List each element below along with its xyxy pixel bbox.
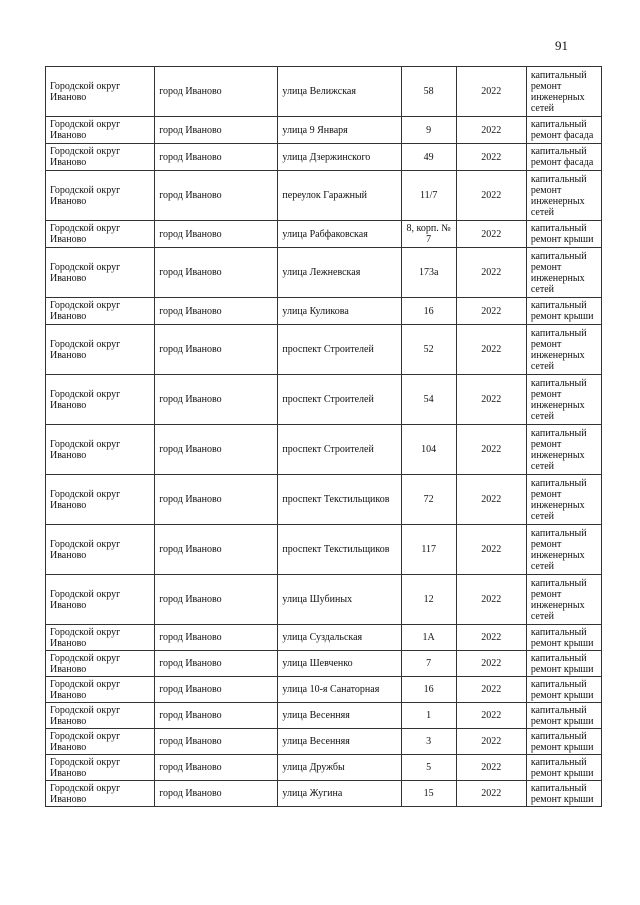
table-row [46,375,602,425]
house-cell: 11/7 [401,171,456,221]
table-row [46,144,602,171]
street-cell: проспект Строителей [278,325,401,375]
district-cell: Городской округ Иваново [46,375,155,425]
work-type-cell: капитальный ремонт крыши [526,625,601,651]
work-type-cell: капитальный ремонт инженерных сетей [526,248,601,298]
district-cell: Городской округ Иваново [46,425,155,475]
district-cell: Городской округ Иваново [46,117,155,144]
district-cell: Городской округ Иваново [46,755,155,781]
house-cell: 54 [401,375,456,425]
year-cell: 2022 [456,651,526,677]
house-cell: 49 [401,144,456,171]
district-cell: Городской округ Иваново [46,144,155,171]
year-cell: 2022 [456,298,526,325]
district-cell: Городской округ Иваново [46,703,155,729]
work-type-cell: капитальный ремонт инженерных сетей [526,525,601,575]
work-type-cell: капитальный ремонт инженерных сетей [526,67,601,117]
work-type-cell: капитальный ремонт инженерных сетей [526,325,601,375]
work-type-cell: капитальный ремонт крыши [526,651,601,677]
table-row [46,221,602,248]
work-type-cell: капитальный ремонт крыши [526,755,601,781]
street-cell: улица 10-я Санаторная [278,677,401,703]
table-row [46,755,602,781]
city-cell: город Иваново [155,67,278,117]
street-cell: проспект Строителей [278,425,401,475]
year-cell: 2022 [456,375,526,425]
work-type-cell: капитальный ремонт крыши [526,221,601,248]
city-cell: город Иваново [155,729,278,755]
street-cell: улица Рабфаковская [278,221,401,248]
district-cell: Городской округ Иваново [46,575,155,625]
district-cell: Городской округ Иваново [46,475,155,525]
district-cell: Городской округ Иваново [46,325,155,375]
city-cell: город Иваново [155,703,278,729]
year-cell: 2022 [456,325,526,375]
house-cell: 3 [401,729,456,755]
year-cell: 2022 [456,729,526,755]
house-cell: 15 [401,781,456,807]
house-cell: 52 [401,325,456,375]
city-cell: город Иваново [155,375,278,425]
city-cell: город Иваново [155,575,278,625]
city-cell: город Иваново [155,248,278,298]
city-cell: город Иваново [155,625,278,651]
district-cell: Городской округ Иваново [46,651,155,677]
work-type-cell: капитальный ремонт крыши [526,703,601,729]
house-cell: 16 [401,677,456,703]
district-cell: Городской округ Иваново [46,171,155,221]
city-cell: город Иваново [155,298,278,325]
house-cell: 1 [401,703,456,729]
street-cell: улица Шевченко [278,651,401,677]
year-cell: 2022 [456,144,526,171]
year-cell: 2022 [456,67,526,117]
house-cell: 12 [401,575,456,625]
city-cell: город Иваново [155,525,278,575]
work-type-cell: капитальный ремонт инженерных сетей [526,475,601,525]
street-cell: переулок Гаражный [278,171,401,221]
table-row [46,298,602,325]
table-row [46,677,602,703]
house-cell: 7 [401,651,456,677]
district-cell: Городской округ Иваново [46,221,155,248]
district-cell: Городской округ Иваново [46,525,155,575]
city-cell: город Иваново [155,475,278,525]
table-row [46,325,602,375]
street-cell: улица Велижская [278,67,401,117]
city-cell: город Иваново [155,781,278,807]
street-cell: улица Лежневская [278,248,401,298]
street-cell: улица Дзержинского [278,144,401,171]
city-cell: город Иваново [155,677,278,703]
table-row [46,651,602,677]
city-cell: город Иваново [155,651,278,677]
district-cell: Городской округ Иваново [46,677,155,703]
work-type-cell: капитальный ремонт крыши [526,729,601,755]
house-cell: 117 [401,525,456,575]
work-type-cell: капитальный ремонт фасада [526,144,601,171]
street-cell: улица Весенняя [278,703,401,729]
district-cell: Городской округ Иваново [46,625,155,651]
district-cell: Городской округ Иваново [46,781,155,807]
table-row [46,475,602,525]
table-row [46,625,602,651]
house-cell: 9 [401,117,456,144]
year-cell: 2022 [456,677,526,703]
street-cell: проспект Строителей [278,375,401,425]
city-cell: город Иваново [155,425,278,475]
district-cell: Городской округ Иваново [46,729,155,755]
year-cell: 2022 [456,221,526,248]
street-cell: проспект Текстильщиков [278,475,401,525]
work-type-cell: капитальный ремонт инженерных сетей [526,575,601,625]
street-cell: улица Шубиных [278,575,401,625]
street-cell: улица Суздальская [278,625,401,651]
table-row [46,425,602,475]
work-type-cell: капитальный ремонт крыши [526,781,601,807]
year-cell: 2022 [456,525,526,575]
year-cell: 2022 [456,248,526,298]
table-row [46,729,602,755]
table-row [46,67,602,117]
table-row [46,117,602,144]
house-cell: 173а [401,248,456,298]
city-cell: город Иваново [155,171,278,221]
table-row [46,703,602,729]
work-type-cell: капитальный ремонт фасада [526,117,601,144]
street-cell: улица Жугина [278,781,401,807]
table-row [46,248,602,298]
registry-table-body [46,67,602,807]
year-cell: 2022 [456,755,526,781]
table-row [46,781,602,807]
house-cell: 5 [401,755,456,781]
page-number: 91 [555,38,568,53]
house-cell: 1А [401,625,456,651]
year-cell: 2022 [456,117,526,144]
registry-table [45,66,602,807]
work-type-cell: капитальный ремонт крыши [526,298,601,325]
city-cell: город Иваново [155,325,278,375]
work-type-cell: капитальный ремонт инженерных сетей [526,425,601,475]
year-cell: 2022 [456,625,526,651]
district-cell: Городской округ Иваново [46,67,155,117]
year-cell: 2022 [456,781,526,807]
work-type-cell: капитальный ремонт инженерных сетей [526,171,601,221]
work-type-cell: капитальный ремонт инженерных сетей [526,375,601,425]
city-cell: город Иваново [155,755,278,781]
street-cell: улица Весенняя [278,729,401,755]
street-cell: улица 9 Января [278,117,401,144]
year-cell: 2022 [456,703,526,729]
year-cell: 2022 [456,425,526,475]
house-cell: 58 [401,67,456,117]
table-row [46,575,602,625]
street-cell: проспект Текстильщиков [278,525,401,575]
year-cell: 2022 [456,575,526,625]
street-cell: улица Куликова [278,298,401,325]
district-cell: Городской округ Иваново [46,298,155,325]
table-row [46,171,602,221]
table-row [46,525,602,575]
work-type-cell: капитальный ремонт крыши [526,677,601,703]
district-cell: Городской округ Иваново [46,248,155,298]
city-cell: город Иваново [155,117,278,144]
year-cell: 2022 [456,171,526,221]
street-cell: улица Дружбы [278,755,401,781]
city-cell: город Иваново [155,144,278,171]
house-cell: 72 [401,475,456,525]
city-cell: город Иваново [155,221,278,248]
house-cell: 104 [401,425,456,475]
house-cell: 16 [401,298,456,325]
year-cell: 2022 [456,475,526,525]
house-cell: 8, корп. № 7 [401,221,456,248]
